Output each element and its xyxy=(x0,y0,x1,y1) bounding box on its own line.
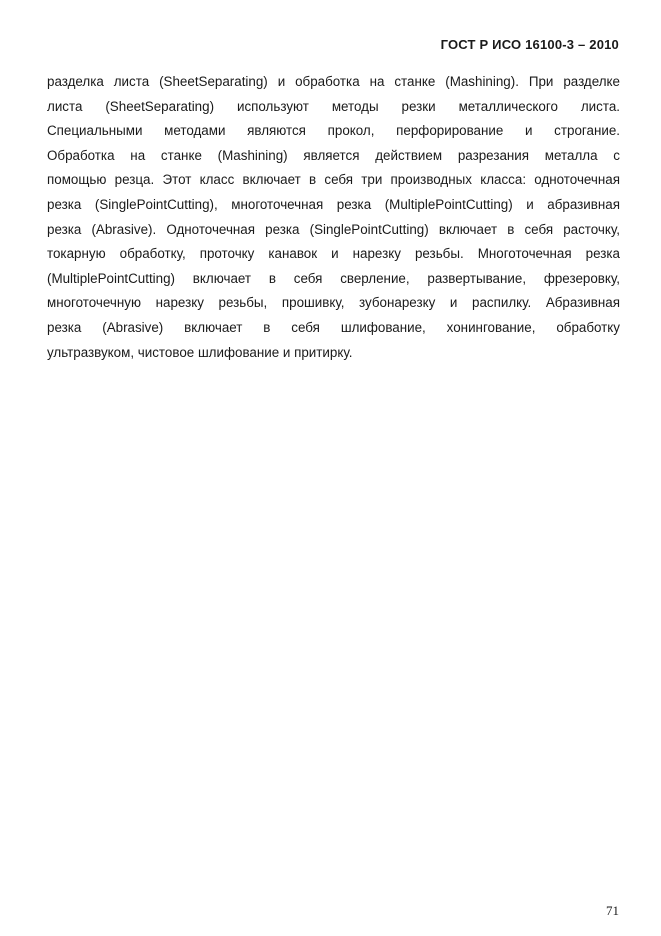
text-line: (MultiplePointCutting) включает в себя сверление, развертывание, фрезеровку, xyxy=(47,270,620,286)
text-line: ультразвуком, чистовое шлифование и притирку. xyxy=(47,344,353,360)
text-line: листа (SheetSeparating) используют методы резки металлического листа. xyxy=(47,98,620,114)
standard-header: ГОСТ Р ИСО 16100-3 – 2010 xyxy=(440,37,619,52)
text-line: помощью резца. Этот класс включает в себя три производных класса: одноточечная xyxy=(47,172,620,188)
page-number: 71 xyxy=(606,903,619,918)
text-line: многоточечную нарезку резьбы, прошивку, зубонарезку и распилку. Абразивная xyxy=(47,295,620,311)
text-line: Специальными методами являются прокол, перфорирование и строгание. xyxy=(47,123,620,139)
text-line: разделка листа (SheetSeparating) и обработка на станке (Mashining). При разделке xyxy=(47,74,620,89)
body-paragraph xyxy=(47,70,620,365)
text-line: токарную обработку, проточку канавок и нарезку резьбы. Многоточечная резка xyxy=(47,246,620,262)
text-line: резка (Abrasive) включает в себя шлифование, хонингование, обработку xyxy=(47,319,620,335)
text-line: резка (Abrasive). Одноточечная резка (SinglePointCutting) включает в себя расточку, xyxy=(47,221,620,237)
text-line: Обработка на станке (Mashining) является действием разрезания металла с xyxy=(47,147,620,163)
text-line: резка (SinglePointCutting), многоточечная резка (MultiplePointCutting) и абразивная xyxy=(47,196,620,212)
